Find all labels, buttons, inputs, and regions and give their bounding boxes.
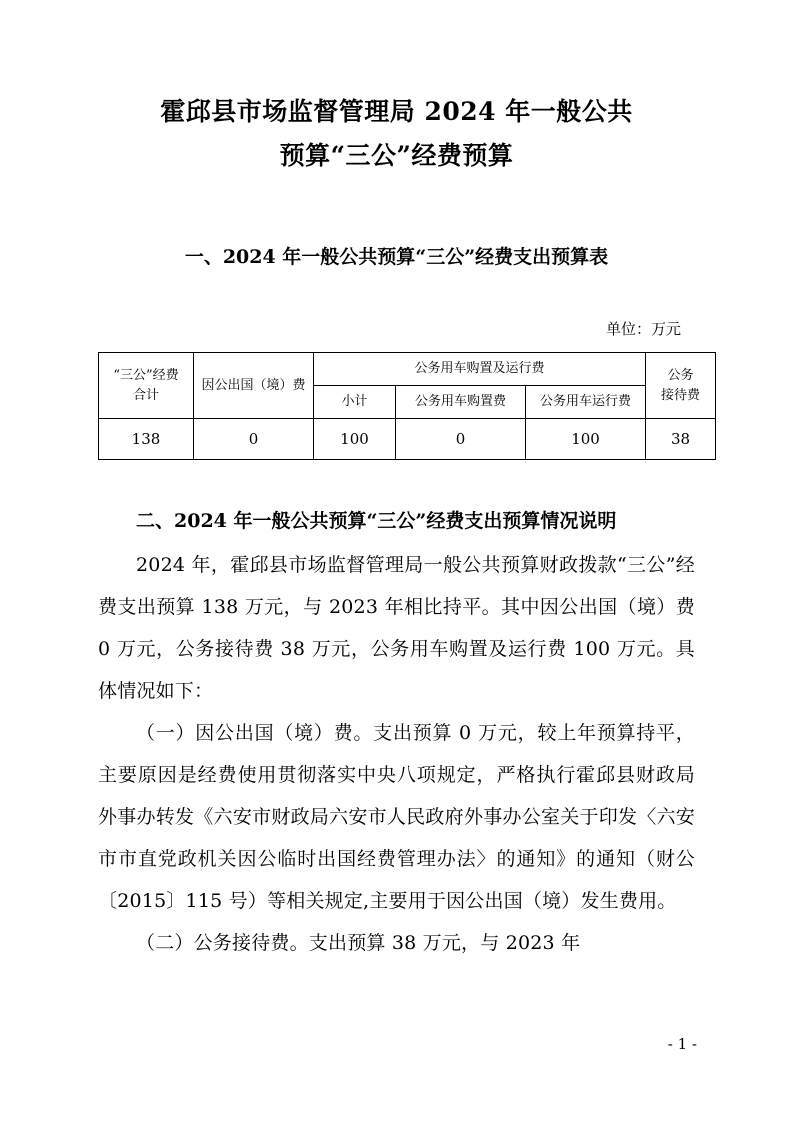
value-vehicle-operation: 100 (526, 419, 646, 460)
section-heading-2: 二、2024 年一般公共预算“三公”经费支出预算情况说明 (136, 510, 617, 532)
value-abroad: 0 (194, 419, 314, 460)
value-total: 138 (99, 419, 194, 460)
header-vehicle-group: 公务用车购置及运行费 (314, 353, 646, 386)
header-reception-line-1: 公务 (667, 367, 694, 383)
table-row (99, 419, 716, 460)
table-header-row-1 (99, 353, 716, 386)
page-number: - 1 - (667, 1035, 697, 1053)
header-total-line-2: 合计 (132, 387, 159, 403)
table-unit-label: 单位：万元 (605, 320, 681, 338)
header-total-line-1: “三公”经费 (113, 367, 179, 383)
header-reception (646, 353, 716, 419)
header-vehicle-purchase: 公务用车购置费 (396, 386, 526, 419)
header-vehicle-subtotal: 小计 (314, 386, 396, 419)
value-reception: 38 (646, 419, 716, 460)
paragraph-1: 2024 年，霍邱县市场监督管理局一般公共预算财政拨款“三公”经费支出预算 138 万元，与 2023 年相比持平。其中因公出国（境）费 0 万元，公务接待费 38 万元，公务用车购置及运行费 100 万元。具体情况如下： (98, 554, 695, 702)
value-vehicle-purchase: 0 (396, 419, 526, 460)
paragraph-2: （一）因公出国（境）费。支出预算 0 万元，较上年预算持平，主要原因是经费使用贯彻落实中央八项规定，严格执行霍邱县财政局 外事办转发《六安市财政局六安市人民政府外事办公室关于印发〈六安市市直党政机关因公临时出国经费管理办法〉的通知》的通知（财公〔2015〕115 号）等相关规定,主要用于因公出国（境）发生费用。 (98, 722, 695, 912)
header-total (99, 353, 194, 419)
page-title (98, 0, 695, 178)
header-reception-line-2: 接待费 (661, 387, 701, 403)
page-title-line-2: 预算“三公”经费预算 (279, 141, 514, 170)
header-vehicle-operation: 公务用车运行费 (526, 386, 646, 419)
paragraph-3: （二）公务接待费。支出预算 38 万元，与 2023 年 (136, 932, 581, 954)
budget-table (98, 352, 716, 460)
page-title-line-1: 霍邱县市场监督管理局 2024 年一般公共 (160, 97, 633, 126)
header-abroad: 因公出国（境）费 (194, 353, 314, 419)
section-heading-1: 一、2024 年一般公共预算“三公”经费支出预算表 (184, 246, 609, 268)
value-vehicle-subtotal: 100 (314, 419, 396, 460)
